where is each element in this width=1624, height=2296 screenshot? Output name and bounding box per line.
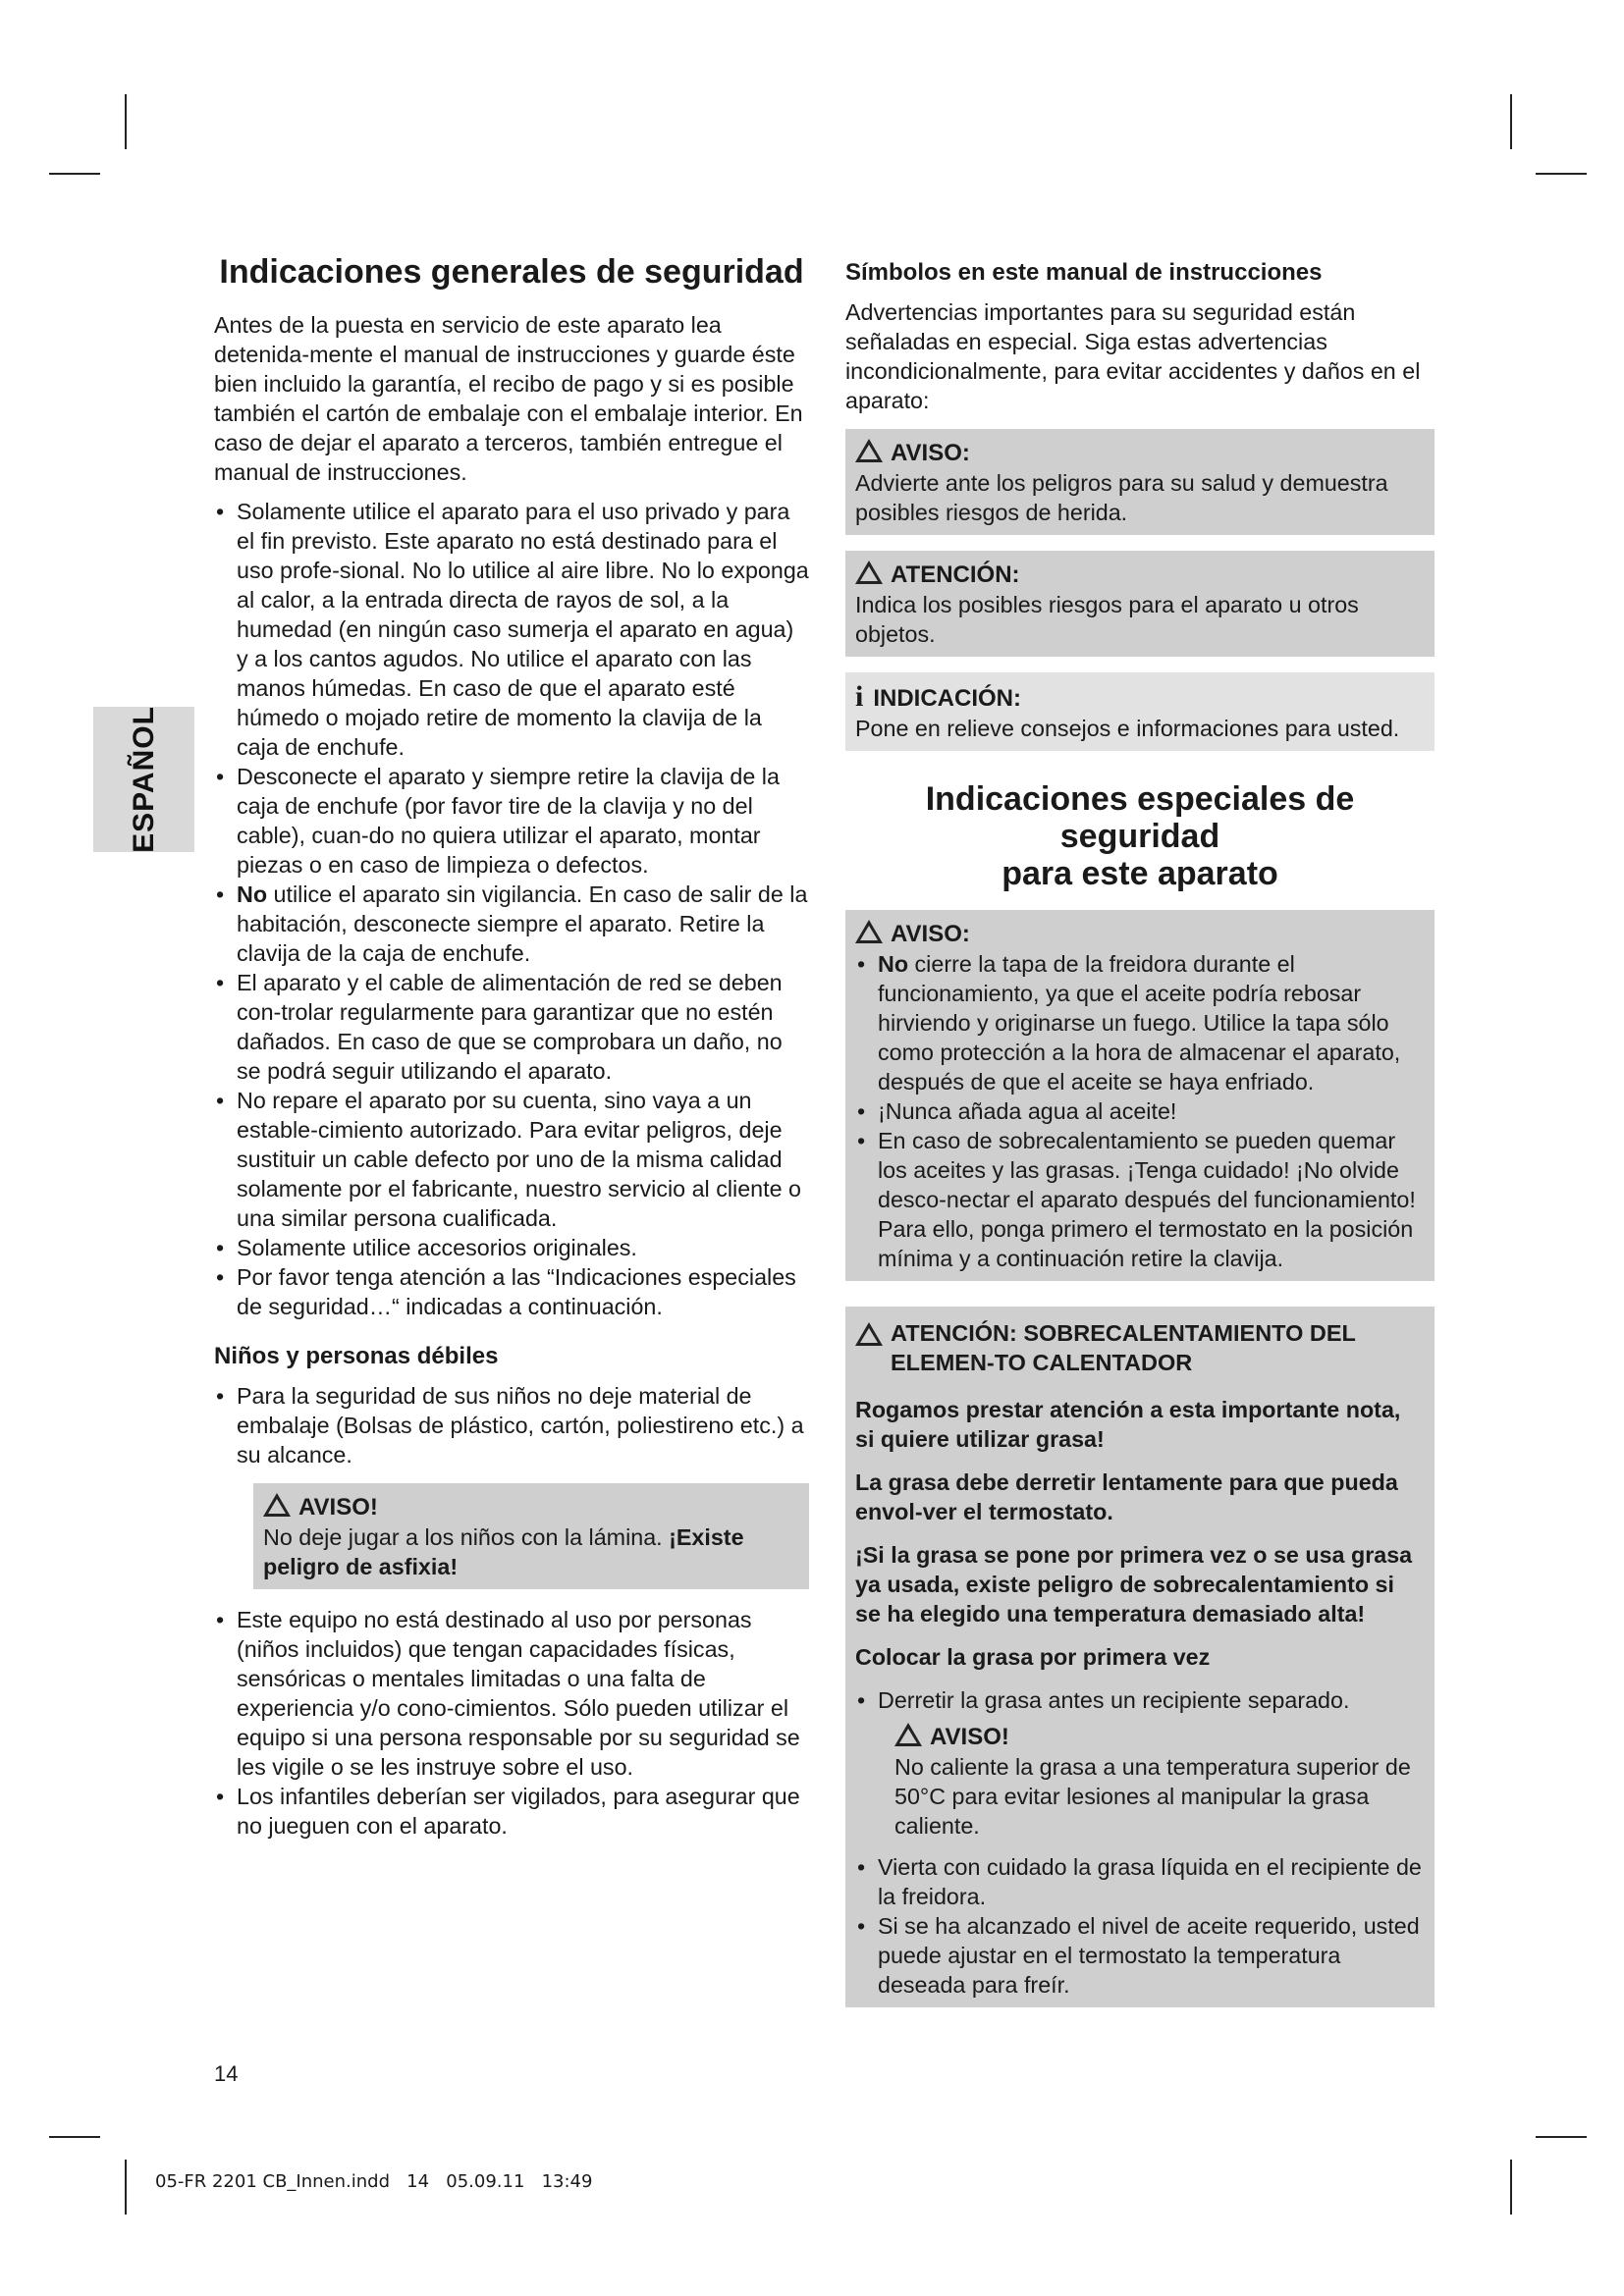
kids-list [214,1381,809,1469]
fat-first-time-heading: Colocar la grasa por primera vez [855,1644,1211,1671]
language-tab [93,707,194,852]
kids-heading: Niños y personas débiles [214,1343,499,1370]
list-item: • Vierta con cuidado la grasa líquida en el recipiente de la freidora. [855,1852,1425,1911]
info-icon: i [855,679,864,713]
symbols-intro: Advertencias importantes para su seguridad están señaladas en especial. Siga estas advertencias incondicionalmente, para evitar accidentes y daños en el aparato: [845,298,1421,413]
symbols-heading: Símbolos en este manual de instrucciones [845,259,1323,286]
atencion-title: ATENCIÓN: [891,561,1020,588]
list-item: • ¡Nunca añada agua al aceite! [855,1096,1425,1126]
inner-warning [855,1723,1425,1841]
right-column [845,253,1435,2023]
aviso-text: Advierte ante los peligros para su salud y demuestra posibles riesgos de herida. [855,469,1388,525]
list-item: • Desconecte el aparato y siempre retire la clavija de la caja de enchufe (por favor tire de la clavija y no del cable), cuan-do no quiera utilizar el aparato, montar piezas o en caso de limpieza o defectos. [214,762,809,880]
overheat-paragraph: Rogamos prestar atención a esta importante nota, si quiere utilizar grasa! [855,1397,1401,1453]
inner-warning-text: No caliente la grasa a una temperatura superior de 50°C para evitar lesiones al manipular la grasa caliente. [894,1754,1411,1840]
crop-mark [1510,94,1512,149]
caution-triangle-icon [855,1322,883,1346]
crop-mark [125,2160,127,2215]
aviso-box [845,429,1435,535]
kids-list-2 [214,1605,809,1841]
list-item: • Solamente utilice el aparato para el uso privado y para el fin previsto. Este aparato no está destinado para el uso profe-sional. No lo utilice al aire libre. No lo exponga al calor, a la entrada directa de rayos de sol, a la humedad (en ningún caso sumerja el aparato en agua) y a los cantos agudos. No utilice el aparato con las manos húmedas. En caso de que el aparato esté húmedo o mojado retire de momento la clavija de la caja de enchufe. [214,497,809,762]
list-item: • No utilice el aparato sin vigilancia. En caso de salir de la habitación, desconecte siempre el aparato. Retire la clavija de la caja de enchufe. [214,880,809,968]
intro-paragraph: Antes de la puesta en servicio de este aparato lea detenida-mente el manual de instrucciones y guarde éste bien incluido la garantía, el recibo de pago y si es posible también el cartón de embalaje con el embalaje interior. En caso de dejar el aparato a terceros, también entregue el manual de instrucciones. [214,312,803,486]
special-safety-title: Indicaciones especiales de seguridad para este aparato [925,779,1355,892]
language-tab-label: ESPAÑOL [127,706,160,853]
overheat-paragraph: ¡Si la grasa se pone por primera vez o se usa grasa ya usada, existe peligro de sobrecalentamiento si se ha elegido una temperatura demasiado alta! [855,1542,1413,1628]
page-number: 14 [214,2061,239,2086]
special-warning-box [845,910,1435,1281]
list-item: • Este equipo no está destinado al uso por personas (niños incluidos) que tengan capacidades físicas, sensóricas o mentales limitadas o una falta de experiencia y/o cono-cimientos. Sólo pueden utilizar el equipo si una persona responsable por su seguridad se les vigile o se les instruye sobre el uso. [214,1605,809,1782]
special-warning-title: AVISO: [891,921,970,948]
inner-warning-title: AVISO! [930,1724,1009,1751]
indicacion-box [845,672,1435,751]
list-item: • Derretir la grasa antes un recipiente separado. [855,1685,1425,1715]
overheat-paragraph: La grasa debe derretir lentamente para que pueda envol-ver el termostato. [855,1469,1398,1525]
indicacion-text: Pone en relieve consejos e informaciones para usted. [855,715,1400,741]
warning-text: No deje jugar a los niños con la lámina. ¡Existe peligro de asfixia! [263,1523,744,1579]
atencion-box [845,551,1435,657]
list-item: • Solamente utilice accesorios originales. [214,1233,809,1262]
kids-warning-box [253,1483,809,1589]
crop-mark [125,94,127,149]
crop-mark [1536,173,1587,175]
crop-mark [49,2136,100,2138]
list-item: • No repare el aparato por su cuenta, sino vaya a un estable-cimiento autorizado. Para evitar peligros, deje sustituir un cable defecto por uno de la misma calidad solamente por el fabricante, nuestro servicio al cliente o una similar persona cualificada. [214,1086,809,1233]
safety-list [214,497,809,1321]
crop-mark [49,173,100,175]
warning-triangle-icon [894,1723,922,1746]
list-item: • En caso de sobrecalentamiento se pueden quemar los aceites y las grasas. ¡Tenga cuidado! ¡No olvide desco-nectar el aparato después del funcionamiento! Para ello, ponga primero el termostato en la posición mínima y a continuación retire la clavija. [855,1126,1425,1273]
general-safety-title: Indicaciones generales de seguridad [219,253,804,291]
print-footer: 05-FR 2201 CB_Innen.indd 14 05.09.11 13:49 [155,2171,593,2192]
aviso-title: AVISO: [891,439,970,466]
warning-triangle-icon [855,920,883,943]
overheat-box [845,1307,1435,2007]
list-item: • Si se ha alcanzado el nivel de aceite requerido, usted puede ajustar en el termostato la temperatura deseada para freír. [855,1911,1425,2000]
left-column [214,253,809,1850]
warning-title: AVISO! [298,1493,378,1521]
list-item: • Por favor tenga atención a las “Indicaciones especiales de seguridad…“ indicadas a continuación. [214,1262,809,1321]
caution-triangle-icon [855,561,883,584]
overheat-title: ATENCIÓN: SOBRECALENTAMIENTO DEL ELEMEN-TO CALENTADOR [891,1320,1356,1376]
indicacion-title: INDICACIÓN: [873,684,1021,712]
atencion-text: Indica los posibles riesgos para el aparato u otros objetos. [855,591,1359,647]
crop-mark [1536,2136,1587,2138]
list-item: • El aparato y el cable de alimentación de red se deben con-trolar regularmente para garantizar que no estén dañados. En caso de que se comprobara un daño, no se podrá seguir utilizando el aparato. [214,968,809,1086]
crop-mark [1510,2160,1512,2215]
list-item: • No cierre la tapa de la freidora durante el funcionamiento, ya que el aceite podría rebosar hirviendo y originarse un fuego. Utilice la tapa sólo como protección a la hora de almacenar el aparato, después de que el aceite se haya enfriado. [855,949,1425,1096]
warning-triangle-icon [263,1493,291,1517]
list-item: • Para la seguridad de sus niños no deje material de embalaje (Bolsas de plástico, cartón, poliestireno etc.) a su alcance. [214,1381,809,1469]
list-item: • Los infantiles deberían ser vigilados, para asegurar que no jueguen con el aparato. [214,1782,809,1841]
warning-triangle-icon [855,439,883,462]
